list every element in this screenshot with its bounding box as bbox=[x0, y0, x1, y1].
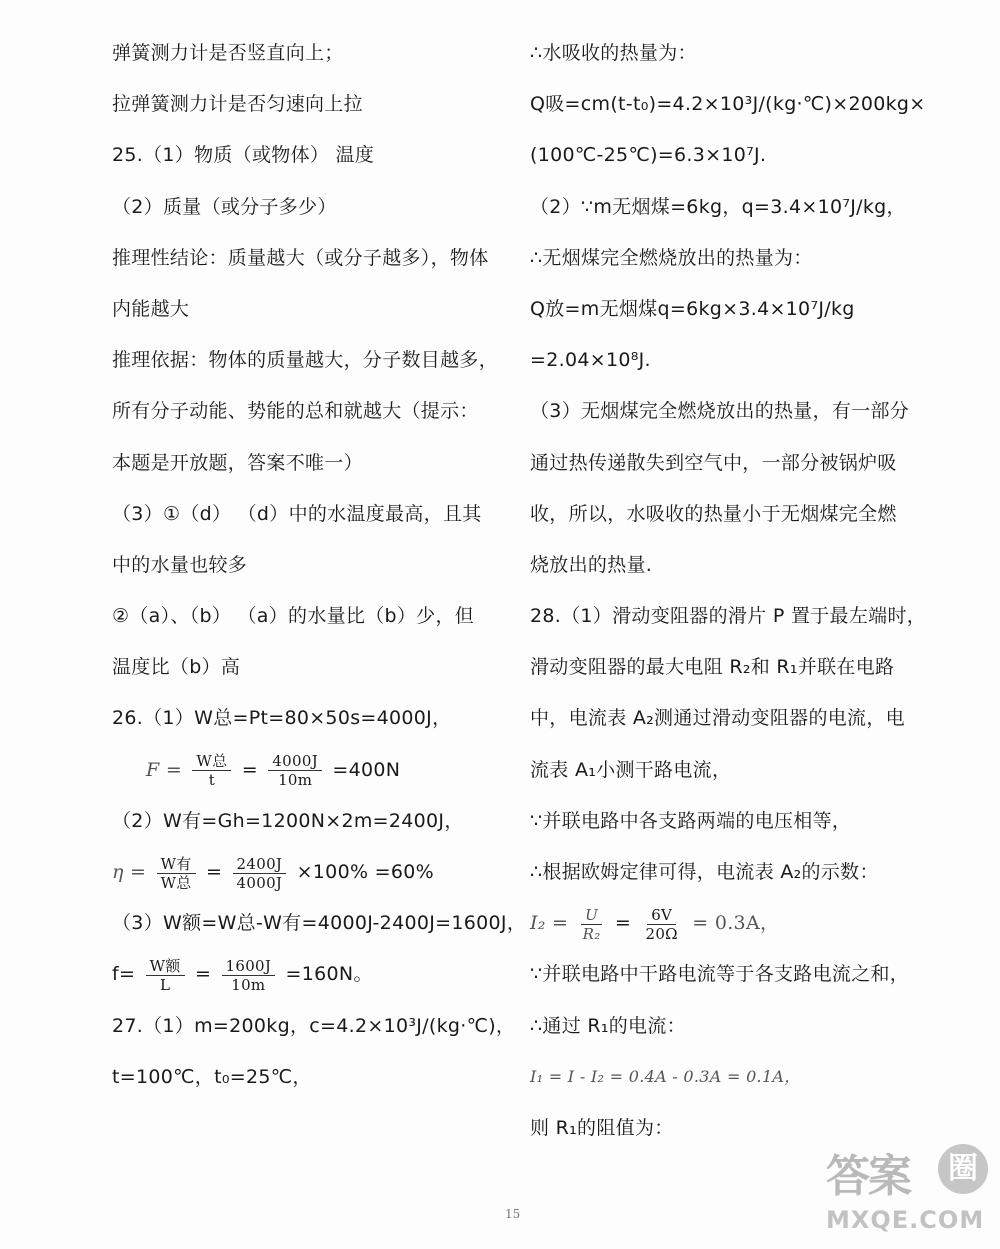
text-line: 中，电流表 A₂测通过滑动变阻器的电流，电 bbox=[530, 707, 905, 730]
formula-efficiency: η = $\frac{\text{W有}}{\text{W总}}$ = $\frac{2400J}{4000J}$ ×100% =60% bbox=[112, 854, 435, 892]
text-line: 26.（1）W总=Pt=80×50s=4000J， bbox=[112, 707, 452, 730]
formula-result: = 0.3A， bbox=[692, 912, 780, 935]
text-line: 拉弹簧测力计是否匀速向上拉 bbox=[112, 93, 363, 116]
text-line: 收，所以，水吸收的热量小于无烟煤完全燃 bbox=[530, 502, 897, 525]
formula-result: =160N。 bbox=[285, 963, 373, 986]
right-column bbox=[530, 30, 930, 1156]
text-line: 温度比（b）高 bbox=[112, 656, 241, 679]
formula-lhs: I₂ = bbox=[530, 912, 569, 935]
text-line: 则 R₁的阻值为： bbox=[530, 1116, 674, 1139]
fraction: $\frac{6V}{20\Omega}$ bbox=[645, 905, 678, 943]
fraction: $\frac{\text{W额}}{L}$ bbox=[146, 957, 185, 994]
text-line: ②（a）、（b） （a）的水量比（b）少，但 bbox=[112, 605, 475, 628]
fraction: $\frac{\text{W有}}{\text{W总}}$ bbox=[157, 855, 196, 892]
text-line: 所有分子动能、势能的总和就越大（提示： bbox=[112, 400, 479, 423]
text-line: 25.（1）物质（或物体） 温度 bbox=[112, 144, 375, 167]
text-line: ∵并联电路中干路电流等于各支路电流之和， bbox=[530, 963, 910, 986]
text-line: =2.04×10⁸J. bbox=[530, 349, 651, 372]
formula-lhs: f= bbox=[112, 963, 136, 986]
text-line: ∵并联电路中各支路两端的电压相等， bbox=[530, 809, 852, 832]
text-line: ∴无烟煤完全燃烧放出的热量为： bbox=[530, 246, 813, 269]
fraction: $\frac{4000J}{10m}$ bbox=[268, 752, 322, 789]
text-line: 本题是开放题，答案不唯一） bbox=[112, 451, 363, 474]
formula-force: F = $\frac{\text{W总}}{t}$ = $\frac{4000J}{10m}$ =400N bbox=[146, 752, 401, 790]
site-watermark bbox=[826, 1140, 996, 1244]
text-line: 弹簧测力计是否竖直向上； bbox=[112, 42, 344, 64]
left-column bbox=[112, 30, 527, 1105]
formula-lhs: F = bbox=[146, 758, 183, 781]
text-line: （2）∵m无烟煤=6kg，q=3.4×10⁷J/kg， bbox=[530, 195, 906, 218]
text-line: t=100℃，t₀=25℃， bbox=[112, 1065, 312, 1088]
text-line: 烧放出的热量. bbox=[530, 553, 653, 576]
fraction: $\frac{U}{\text{R₂}}$ bbox=[582, 905, 601, 943]
text-line: （3）①（d） （d）中的水温度最高，且其 bbox=[112, 502, 482, 525]
formula-lhs: η = bbox=[112, 861, 147, 883]
text-line: ∴通过 R₁的电流： bbox=[530, 1014, 686, 1037]
fraction: $\frac{\text{W总}}{t}$ bbox=[192, 752, 231, 789]
formula-current-a2: I₂ = $\frac{U}{\text{R₂}}$ = $\frac{6V}{20\Omega}$ = 0.3A， bbox=[530, 905, 780, 943]
formula-current-r1: I₁ = I - I₂ = 0.4A - 0.3A = 0.1A， bbox=[530, 1066, 801, 1086]
text-line: 内能越大 bbox=[112, 297, 190, 320]
text-line: 通过热传递散失到空气中，一部分被锅炉吸 bbox=[530, 451, 897, 474]
page-number: 15 bbox=[505, 1207, 521, 1221]
formula-result: ×100% =60% bbox=[296, 861, 435, 883]
text-line: 中的水量也较多 bbox=[112, 553, 248, 576]
text-line: （2）质量（或分子多少） bbox=[112, 195, 337, 218]
text-line: （3）W额=W总-W有=4000J-2400J=1600J， bbox=[112, 912, 527, 935]
text-line: ∴水吸收的热量为： bbox=[530, 42, 697, 64]
text-line: 27.（1）m=200kg，c=4.2×10³J/(kg·℃)， bbox=[112, 1014, 516, 1037]
text-line: Q放=m无烟煤q=6kg×3.4×10⁷J/kg bbox=[530, 297, 855, 320]
text-line: 推理性结论：质量越大（或分子越多），物体 bbox=[112, 246, 489, 269]
text-line: Q吸=cm(t-t₀)=4.2×10³J/(kg·℃)×200kg× bbox=[530, 93, 926, 116]
text-line: （3）无烟煤完全燃烧放出的热量，有一部分 bbox=[530, 400, 910, 423]
fraction: $\frac{2400J}{4000J}$ bbox=[233, 855, 287, 892]
watermark-badge: 圈 bbox=[938, 1144, 988, 1194]
watermark-text: 答案 bbox=[826, 1151, 910, 1202]
text-line: 28.（1）滑动变阻器的滑片 P 置于最左端时， bbox=[530, 605, 927, 628]
fraction: $\frac{1600J}{10m}$ bbox=[222, 957, 276, 994]
text-line: 流表 A₁小测干路电流， bbox=[530, 758, 732, 781]
formula-friction: f= $\frac{\text{W额}}{L}$ = $\frac{1600J}{10m}$ =160N。 bbox=[112, 956, 373, 994]
formula-result: =400N bbox=[332, 758, 401, 781]
text-line: ∴根据欧姆定律可得，电流表 A₂的示数： bbox=[530, 861, 879, 883]
text-line: (100℃-25℃)=6.3×10⁷J. bbox=[530, 144, 767, 167]
text-line: 推理依据：物体的质量越大，分子数目越多， bbox=[112, 349, 499, 372]
text-line: （2）W有=Gh=1200N×2m=2400J， bbox=[112, 809, 464, 832]
watermark-url: MXQE.COM bbox=[826, 1206, 985, 1234]
text-line: 滑动变阻器的最大电阻 R₂和 R₁并联在电路 bbox=[530, 656, 895, 679]
